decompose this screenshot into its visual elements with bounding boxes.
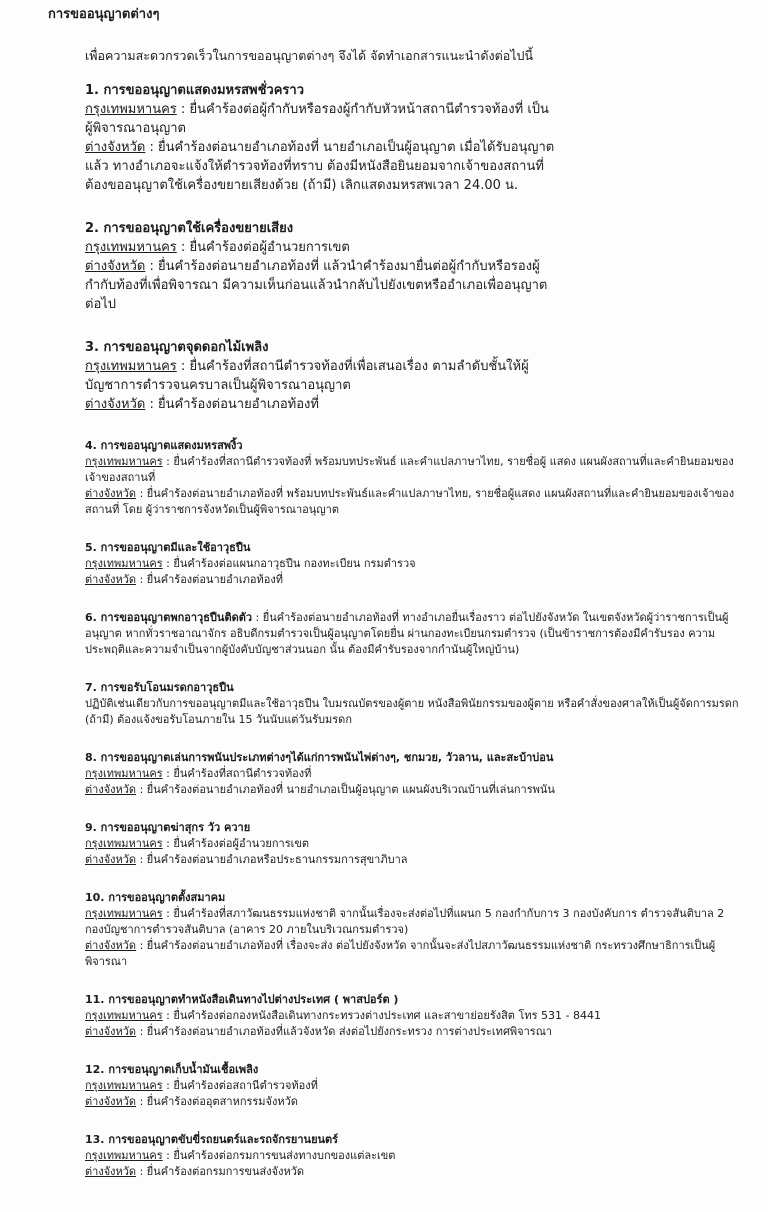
section-heading-text: 13. การขออนุญาตขับขี่รถยนตร์และรถจักรยานยนตร์ (85, 1133, 339, 1146)
section-entry: กรุงเทพมหานคร : ยื่นคำร้องที่สภาวัฒนธรรมแห่งชาติ จากนั้นเรื่องจะส่งต่อไปที่แผนก 5 กองกำกับการ 3 กองบังคับการ ตำรวจสันติบาล 2 กองบัญชาการตำรวจสันติบาล (อาคาร 20 ภายในบริเวณกรมตำรวจ) (85, 907, 725, 936)
jurisdiction-label: กรุงเทพมหานคร (85, 767, 163, 780)
jurisdiction-label: ต่างจังหวัด (85, 487, 137, 500)
entry-text: ยื่นคำร้องต่อนายอำเภอหรือประธานกรรมการสุขาภิบาล (146, 853, 408, 866)
section-entry: กรุงเทพมหานคร : ยื่นคำร้องที่สถานีตำรวจท้องที่ (85, 767, 312, 780)
section-heading (85, 219, 555, 238)
entry-text: ยื่นคำร้องต่อกองหนังสือเดินทางกระทรวงต่างประเทศ และสาขาย่อยรังสิต โทร 531 - 8441 (173, 1009, 601, 1022)
section-entry: กรุงเทพมหานคร : ยื่นคำร้องที่สถานีตำรวจท้องที่ พร้อมบทประพันธ์ และคำแปลภาษาไทย, รายชื่อผู้ แสดง แผนผังสถานที่และคำยินยอมของเจ้าของสถานที่ (85, 455, 734, 484)
jurisdiction-label: กรุงเทพมหานคร (85, 1079, 163, 1092)
permit-section-9 (85, 820, 743, 868)
entry-text: ยื่นคำร้องต่อสถานีตำรวจท้องที่ (173, 1079, 318, 1092)
permit-section-11 (85, 992, 743, 1040)
section-inline-text: : ยื่นคำร้องต่อนายอำเภอท้องที่ ทางอำเภอยื่นเรื่องราว ต่อไปยังจังหวัด ในเขตจังหวัดผู้ว่าราชการเป็นผู้อนุญาต หากทั่วราชอาณาจักร อธิบดีกรมตำรวจเป็นผู้อนุญาตโดยยื่น ผ่านกองทะเบียนกรมตำรวจ (เป็นข้าราชการต้องมีคำรับรอง ความประพฤติและความจำเป็นจากผู้บังคับบัญชาส่วนนอก นั้น ต้องมีคำรับรองจากกำนันผู้ใหญ่บ้าน) (85, 611, 729, 656)
jurisdiction-label: ต่างจังหวัด (85, 853, 137, 866)
entry-text: ยื่นคำร้องต่อผู้อำนวยการเขต (173, 837, 310, 850)
permit-section-2 (85, 219, 555, 314)
jurisdiction-label: ต่างจังหวัด (85, 783, 137, 796)
section-heading (85, 890, 743, 906)
section-heading (85, 438, 743, 454)
section-heading-text: 11. การขออนุญาตทำหนังสือเดินทางไปต่างประเทศ ( พาสปอร์ต ) (85, 993, 399, 1006)
intro-paragraph: เพื่อความสะดวกรวดเร็วในการขออนุญาตต่างๆ จึงได้ จัดทำเอกสารแนะนำดังต่อไปนี้ (85, 48, 534, 63)
document-body (85, 46, 748, 1180)
jurisdiction-label: ต่างจังหวัด (85, 140, 146, 155)
jurisdiction-label: ต่างจังหวัด (85, 939, 137, 952)
entry-text: ยื่นคำร้องต่อแผนกอาวุธปืน กองทะเบียน กรมตำรวจ (173, 557, 416, 570)
section-heading-text: 9. การขออนุญาตฆ่าสุกร วัว ควาย (85, 821, 251, 834)
entry-text: ยื่นคำร้องต่อนายอำเภอท้องที่ นายอำเภอเป็นผู้อนุญาต เมื่อได้รับอนุญาตแล้ว ทางอำเภอจะแจ้งให้ตำรวจท้องที่ทราบ ต้องมีหนังสือยินยอมจากเจ้าของสถานที่ ต้องขออนุญาตใช้เครื่องขยายเสียงด้วย (ถ้ามี) เลิกแสดงมหรสพเวลา 24.00 น. (85, 140, 555, 193)
section-heading-text: 3. การขออนุญาตจุดดอกไม้เพลิง (85, 340, 269, 355)
permit-section-13 (85, 1132, 743, 1180)
section-heading-text: 4. การขออนุญาตแสดงมหรสพงิ้ว (85, 439, 243, 452)
permit-section-5 (85, 540, 743, 588)
permit-section-10 (85, 890, 743, 970)
section-entry: ต่างจังหวัด : ยื่นคำร้องต่อกรมการขนส่งจังหวัด (85, 1165, 305, 1178)
section-heading (85, 750, 743, 766)
section-heading-text: 10. การขออนุญาตตั้งสมาคม (85, 891, 226, 904)
section-entry: ต่างจังหวัด : ยื่นคำร้องต่อนายอำเภอท้องที่ แล้วนำคำร้องมายื่นต่อผู้กำกับหรือรองผู้กำกับท้องที่เพื่อพิจารณา มีความเห็นก่อนแล้วนำกลับไปยังเขตหรืออำเภอเพื่ออนุญาตต่อไป (85, 259, 548, 312)
entry-text: ปฏิบัติเช่นเดียวกับการขออนุญาตมีและใช้อาวุธปืน ใบมรณบัตรของผู้ตาย หนังสือพินัยกรรมของผู้ตาย หรือคำสั่งของศาลให้เป็นผู้จัดการมรดก (ถ้ามี) ต้องแจ้งขอรับโอนภายใน 15 วันนับแต่วันรับมรดก (85, 697, 739, 726)
entry-text: ยื่นคำร้องต่อกรมการขนส่งทางบกของแต่ละเขต (173, 1149, 396, 1162)
section-heading-text: 7. การขอรับโอนมรดกอาวุธปืน (85, 681, 234, 694)
permit-section-7 (85, 680, 743, 728)
entry-text: ยื่นคำร้องต่อกรมการขนส่งจังหวัด (146, 1165, 305, 1178)
section-entry: ต่างจังหวัด : ยื่นคำร้องต่อนายอำเภอหรือประธานกรรมการสุขาภิบาล (85, 853, 408, 866)
section-heading (85, 1132, 743, 1148)
page-title: การขออนุญาตต่างๆ (48, 7, 160, 22)
jurisdiction-label: กรุงเทพมหานคร (85, 455, 163, 468)
permit-section-4 (85, 438, 743, 518)
section-entry: กรุงเทพมหานคร : ยื่นคำร้องต่อกองหนังสือเดินทางกระทรวงต่างประเทศ และสาขาย่อยรังสิต โทร 531 - 8441 (85, 1009, 601, 1022)
section-entry: ต่างจังหวัด : ยื่นคำร้องต่ออุตสาหกรรมจังหวัด (85, 1095, 298, 1108)
jurisdiction-label: กรุงเทพมหานคร (85, 1149, 163, 1162)
jurisdiction-label: ต่างจังหวัด (85, 1025, 137, 1038)
section-heading (85, 338, 555, 357)
entry-text: ยื่นคำร้องต่อนายอำเภอท้องที่ นายอำเภอเป็นผู้อนุญาต แผนผังบริเวณบ้านที่เล่นการพนัน (146, 783, 555, 796)
section-entry: กรุงเทพมหานคร : ยื่นคำร้องต่อผู้อำนวยการเขต (85, 240, 350, 255)
permit-section-6 (85, 610, 743, 658)
jurisdiction-label: กรุงเทพมหานคร (85, 837, 163, 850)
section-entry: ต่างจังหวัด : ยื่นคำร้องต่อนายอำเภอท้องที่ (85, 397, 319, 412)
entry-text: ยื่นคำร้องต่อนายอำเภอท้องที่ แล้วนำคำร้องมายื่นต่อผู้กำกับหรือรองผู้กำกับท้องที่เพื่อพิจารณา มีความเห็นก่อนแล้วนำกลับไปยังเขตหรืออำเภอเพื่ออนุญาตต่อไป (85, 259, 548, 312)
entry-text: ยื่นคำร้องต่อนายอำเภอท้องที่ พร้อมบทประพันธ์และคำแปลภาษาไทย, รายชื่อผู้แสดง แผนผังสถานที่และคำยินยอมของเจ้าของสถานที่ โดย ผู้ว่าราชการจังหวัดเป็นผู้พิจารณาอนุญาต (85, 487, 735, 516)
entry-text: ยื่นคำร้องต่ออุตสาหกรรมจังหวัด (146, 1095, 298, 1108)
jurisdiction-label: กรุงเทพมหานคร (85, 1009, 163, 1022)
jurisdiction-label: กรุงเทพมหานคร (85, 907, 163, 920)
entry-text: ยื่นคำร้องที่สถานีตำรวจท้องที่ (173, 767, 312, 780)
section-heading-text: 5. การขออนุญาตมีและใช้อาวุธปืน (85, 541, 251, 554)
section-heading-text: 12. การขอนุญาตเก็บน้ำมันเชื้อเพลิง (85, 1063, 259, 1076)
section-heading (85, 992, 743, 1008)
entry-text: ยื่นคำร้องที่สภาวัฒนธรรมแห่งชาติ จากนั้นเรื่องจะส่งต่อไปที่แผนก 5 กองกำกับการ 3 กองบังคับการ ตำรวจสันติบาล 2 กองบัญชาการตำรวจสันติบาล (อาคาร 20 ภายในบริเวณกรมตำรวจ) (85, 907, 725, 936)
permit-section-8 (85, 750, 743, 798)
section-entry: กรุงเทพมหานคร : ยื่นคำร้องต่อสถานีตำรวจท้องที่ (85, 1079, 318, 1092)
section-heading-text: 6. การขออนุญาตพกอาวุธปืนติดตัว (85, 611, 253, 624)
entry-text: ยื่นคำร้องต่อนายอำเภอท้องที่ (158, 397, 319, 412)
section-entry: ต่างจังหวัด : ยื่นคำร้องต่อนายอำเภอท้องที่ (85, 573, 283, 586)
section-heading-text: 8. การขออนุญาตเล่นการพนันประเภทต่างๆได้แก่การพนันไพ่ต่างๆ, ชกมวย, วัวลาน, และสะบ้าบ่อน (85, 751, 554, 764)
section-heading-text: 1. การขออนุญาตแสดงมหรสพชั่วคราว (85, 83, 305, 98)
section-entry: กรุงเทพมหานคร : ยื่นคำร้องที่สถานีตำรวจท้องที่เพื่อเสนอเรื่อง ตามลำดับชั้นให้ผู้บัญชาการตำรวจนครบาลเป็นผู้พิจารณาอนุญาต (85, 359, 529, 393)
jurisdiction-label: ต่างจังหวัด (85, 1095, 137, 1108)
section-entry: ต่างจังหวัด : ยื่นคำร้องต่อนายอำเภอท้องที่ เรื่องจะส่ง ต่อไปยังจังหวัด จากนั้นจะส่งไปสภาวัฒนธรรมแห่งชาติ กระทรวงศึกษาธิการเป็นผู้พิจารณา (85, 939, 716, 968)
section-entry: ต่างจังหวัด : ยื่นคำร้องต่อนายอำเภอท้องที่ นายอำเภอเป็นผู้อนุญาต แผนผังบริเวณบ้านที่เล่นการพนัน (85, 783, 555, 796)
permit-section-3 (85, 338, 555, 414)
jurisdiction-label: กรุงเทพมหานคร (85, 240, 177, 255)
section-heading-text: 2. การขออนุญาตใช้เครื่องขยายเสียง (85, 221, 294, 236)
section-entry: กรุงเทพมหานคร : ยื่นคำร้องต่อกรมการขนส่งทางบกของแต่ละเขต (85, 1149, 396, 1162)
permit-section-1 (85, 81, 555, 195)
entry-text: ยื่นคำร้องต่อผู้กำกับหรือรองผู้กำกับหัวหน้าสถานีตำรวจท้องที่ เป็นผู้พิจารณาอนุญาต (85, 102, 549, 136)
entry-text: ยื่นคำร้องต่อนายอำเภอท้องที่ (146, 573, 283, 586)
jurisdiction-label: ต่างจังหวัด (85, 259, 146, 274)
section-heading (85, 540, 743, 556)
section-entry: ต่างจังหวัด : ยื่นคำร้องต่อนายอำเภอท้องที่ พร้อมบทประพันธ์และคำแปลภาษาไทย, รายชื่อผู้แสดง แผนผังสถานที่และคำยินยอมของเจ้าของสถานที่ โดย ผู้ว่าราชการจังหวัดเป็นผู้พิจารณาอนุญาต (85, 487, 735, 516)
sections (85, 81, 748, 1180)
jurisdiction-label: กรุงเทพมหานคร (85, 359, 177, 374)
section-entry (85, 696, 743, 728)
section-heading (85, 81, 555, 100)
section-entry: ต่างจังหวัด : ยื่นคำร้องต่อนายอำเภอท้องที่แล้วจังหวัด ส่งต่อไปยังกระทรวง การต่างประเทศพิจารณา (85, 1025, 553, 1038)
section-heading (85, 1062, 743, 1078)
permit-section-12 (85, 1062, 743, 1110)
section-entry: กรุงเทพมหานคร : ยื่นคำร้องต่อผู้กำกับหรือรองผู้กำกับหัวหน้าสถานีตำรวจท้องที่ เป็นผู้พิจารณาอนุญาต (85, 102, 549, 136)
jurisdiction-label: ต่างจังหวัด (85, 573, 137, 586)
jurisdiction-label: ต่างจังหวัด (85, 397, 146, 412)
section-heading (85, 820, 743, 836)
jurisdiction-label: กรุงเทพมหานคร (85, 102, 177, 117)
section-entry: กรุงเทพมหานคร : ยื่นคำร้องต่อผู้อำนวยการเขต (85, 837, 310, 850)
entry-text: ยื่นคำร้องต่อนายอำเภอท้องที่แล้วจังหวัด ส่งต่อไปยังกระทรวง การต่างประเทศพิจารณา (146, 1025, 553, 1038)
entry-text: ยื่นคำร้องต่อนายอำเภอท้องที่ เรื่องจะส่ง ต่อไปยังจังหวัด จากนั้นจะส่งไปสภาวัฒนธรรมแห่งชาติ กระทรวงศึกษาธิการเป็นผู้พิจารณา (85, 939, 716, 968)
jurisdiction-label: กรุงเทพมหานคร (85, 557, 163, 570)
entry-text: ยื่นคำร้องที่สถานีตำรวจท้องที่ พร้อมบทประพันธ์ และคำแปลภาษาไทย, รายชื่อผู้ แสดง แผนผังสถานที่และคำยินยอมของเจ้าของสถานที่ (85, 455, 734, 484)
section-entry: กรุงเทพมหานคร : ยื่นคำร้องต่อแผนกอาวุธปืน กองทะเบียน กรมตำรวจ (85, 557, 416, 570)
entry-text: ยื่นคำร้องต่อผู้อำนวยการเขต (189, 240, 350, 255)
entry-text: ยื่นคำร้องที่สถานีตำรวจท้องที่เพื่อเสนอเรื่อง ตามลำดับชั้นให้ผู้บัญชาการตำรวจนครบาลเป็นผู้พิจารณาอนุญาต (85, 359, 529, 393)
section-heading (85, 680, 743, 696)
section-entry: ต่างจังหวัด : ยื่นคำร้องต่อนายอำเภอท้องที่ นายอำเภอเป็นผู้อนุญาต เมื่อได้รับอนุญาตแล้ว ทางอำเภอจะแจ้งให้ตำรวจท้องที่ทราบ ต้องมีหนังสือยินยอมจากเจ้าของสถานที่ ต้องขออนุญาตใช้เครื่องขยายเสียงด้วย (ถ้ามี) เลิกแสดงมหรสพเวลา 24.00 น. (85, 140, 555, 193)
jurisdiction-label: ต่างจังหวัด (85, 1165, 137, 1178)
section-heading (85, 610, 743, 658)
